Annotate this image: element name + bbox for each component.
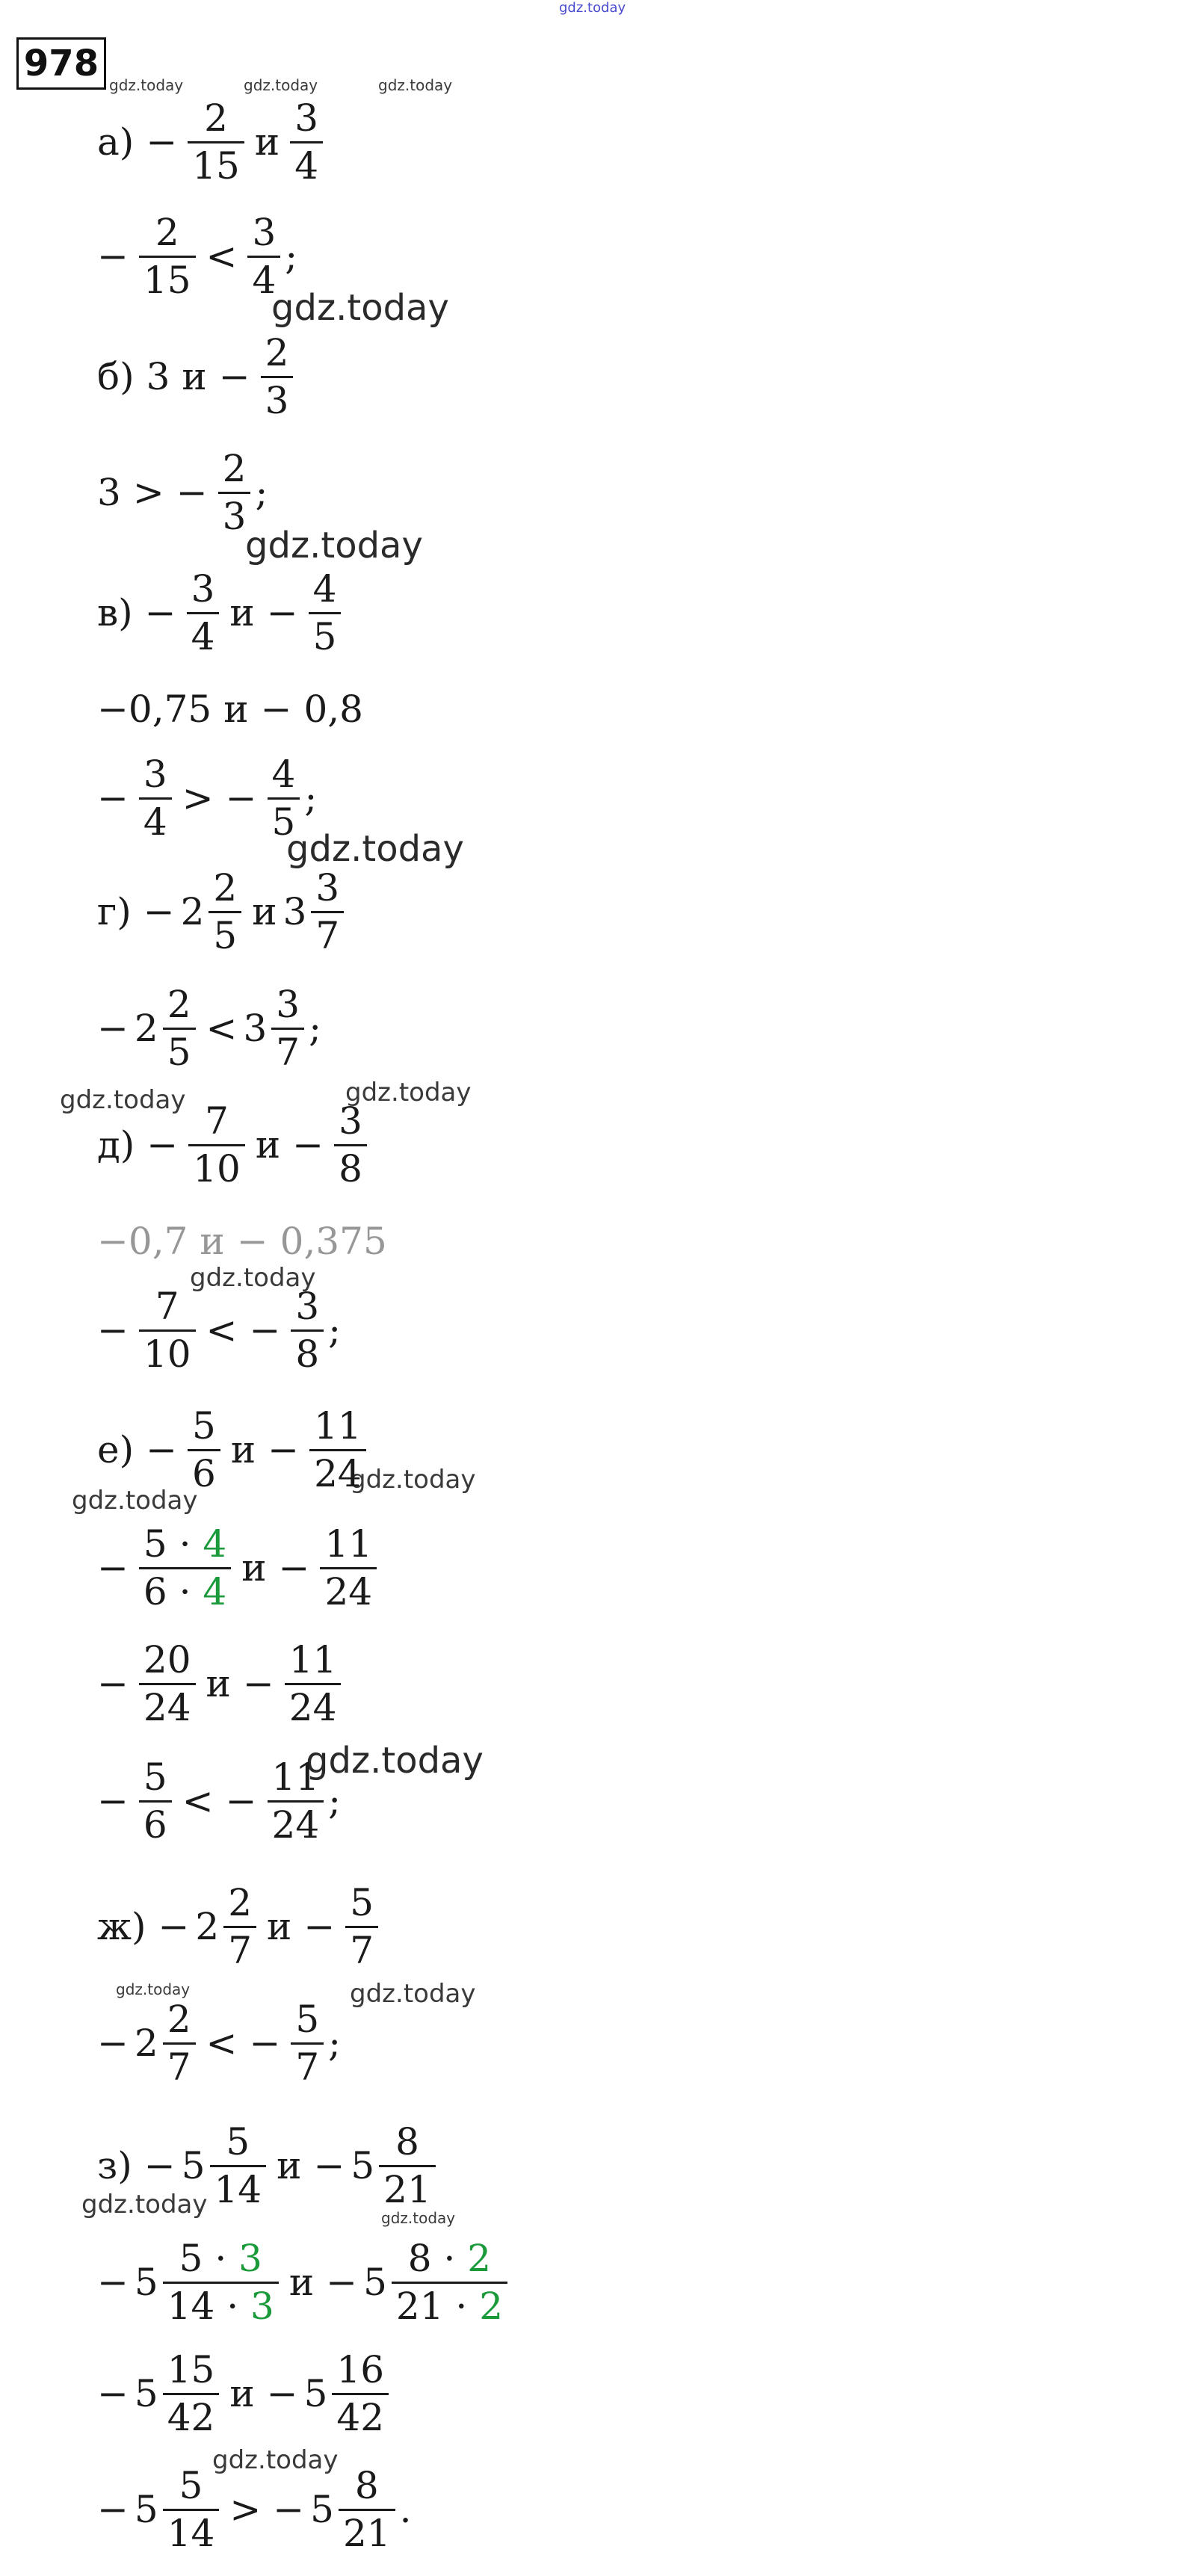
fraction: $\frac{5}{7}$ (291, 2000, 324, 2087)
part-e-answer (91, 1755, 342, 1847)
watermark: gdz.today (244, 76, 318, 94)
multiplier: 4 (203, 1569, 227, 1613)
fraction: $\frac{3}{4}$ (247, 213, 280, 300)
conjunction: и (229, 2372, 255, 2415)
fraction: $\frac{5}{6}$ (139, 1758, 172, 1844)
fraction: $\frac{2}{15}$ (139, 213, 196, 300)
whole-part: 2 (195, 1905, 220, 1948)
whole-part: 5 (134, 2372, 158, 2415)
minus-sign: − (292, 1123, 324, 1167)
fraction: $\frac{11}{24}$ (285, 1640, 342, 1727)
part-v-decimals (91, 688, 369, 731)
part-b-answer (91, 449, 268, 536)
minus-sign: − (146, 120, 178, 164)
less-than: < (206, 1007, 238, 1050)
watermark: gdz.today (381, 2209, 456, 2227)
minus-sign: − (97, 2372, 129, 2415)
whole-part: 3 (243, 1007, 268, 1050)
watermark: gdz.today (350, 1979, 476, 2009)
whole-part: 5 (181, 2144, 206, 2187)
period: . (399, 2488, 412, 2531)
minus-sign: − (158, 1905, 190, 1948)
minus-sign: − (146, 1123, 179, 1167)
fraction: $\frac{3}{4}$ (139, 755, 172, 841)
part-e-statement (91, 1406, 371, 1493)
part-b-statement (91, 333, 297, 420)
whole-part: 5 (303, 2372, 328, 2415)
whole-part: 2 (134, 1007, 158, 1050)
semicolon: ; (304, 776, 318, 820)
decimal-value: 0,375 (280, 1220, 387, 1263)
watermark: gdz.today (212, 2445, 339, 2475)
whole-number: 3 (97, 471, 121, 514)
minus-sign: − (97, 235, 129, 278)
whole-part: 2 (180, 890, 205, 933)
part-label: е) (97, 1428, 135, 1471)
conjunction: и (267, 1905, 292, 1948)
multiplier: 2 (467, 2237, 492, 2280)
fraction: $\frac{5 \cdot 4}{6 \cdot 4}$ (139, 1525, 231, 1611)
minus-sign: − (97, 1662, 129, 1705)
fraction: $\frac{3}{7}$ (271, 985, 304, 1072)
minus-sign: − (326, 2261, 358, 2304)
fraction: $\frac{2}{5}$ (163, 985, 196, 1072)
part-label: в) (97, 591, 133, 634)
whole-part: 5 (310, 2488, 334, 2531)
semicolon: ; (309, 1007, 321, 1050)
whole-part: 5 (134, 2261, 158, 2304)
watermark: gdz.today (559, 0, 626, 16)
part-v-statement (91, 569, 345, 656)
minus-sign: − (146, 1428, 178, 1471)
watermark: gdz.today (271, 287, 449, 329)
semicolon: ; (285, 235, 298, 278)
less-than: < (206, 1309, 238, 1352)
minus-sign: − (97, 2021, 129, 2065)
part-z-statement (91, 2122, 440, 2209)
multiplier: 4 (203, 1522, 227, 1566)
fraction: $\frac{4}{5}$ (309, 569, 342, 656)
minus-sign: − (97, 776, 129, 820)
fraction: $\frac{4}{5}$ (268, 755, 300, 841)
semicolon: ; (328, 1779, 342, 1823)
part-z-common-denominator (91, 2350, 393, 2437)
part-label: б) (97, 355, 135, 398)
minus-sign: − (273, 2488, 305, 2531)
part-label: д) (97, 1123, 135, 1167)
conjunction: и (277, 2144, 302, 2187)
whole-number: 3 (146, 355, 170, 398)
fraction: $\frac{5}{14}$ (163, 2466, 220, 2553)
whole-part: 5 (363, 2261, 387, 2304)
decimal-value: −0,7 (97, 1220, 188, 1263)
minus-sign: − (97, 1546, 129, 1590)
minus-sign: − (97, 1007, 129, 1050)
part-a-statement (91, 96, 327, 188)
semicolon: ; (255, 471, 268, 514)
multiplier: 3 (250, 2284, 274, 2328)
fraction: $\frac{11}{24}$ (320, 1525, 377, 1611)
watermark: gdz.today (72, 1486, 198, 1516)
decimal-value: 0,8 (303, 688, 363, 731)
fraction: $\frac{11}{24}$ (309, 1406, 366, 1493)
fraction: $\frac{5}{6}$ (188, 1406, 220, 1493)
fraction: $\frac{15}{42}$ (163, 2350, 220, 2437)
semicolon: ; (328, 2021, 342, 2065)
minus-sign: − (278, 1546, 310, 1590)
fraction: $\frac{5}{7}$ (345, 1883, 378, 1970)
part-d-decimals (91, 1220, 393, 1263)
greater-than: > (132, 471, 164, 514)
whole-part: 5 (351, 2144, 375, 2187)
fraction: $\frac{3}{4}$ (290, 99, 323, 185)
fraction: $\frac{8}{21}$ (339, 2466, 395, 2553)
fraction: $\frac{5}{14}$ (210, 2122, 267, 2209)
part-d-statement (91, 1099, 371, 1190)
fraction: $\frac{7}{10}$ (139, 1287, 196, 1374)
watermark: gdz.today (116, 1980, 191, 1998)
conjunction: и (230, 1428, 256, 1471)
less-than: < (206, 2021, 238, 2065)
part-d-answer (91, 1287, 341, 1374)
part-a-answer (91, 213, 297, 300)
whole-part: 3 (282, 890, 307, 933)
conjunction: и (241, 1546, 267, 1590)
minus-sign: − (249, 1309, 281, 1352)
minus-sign: − (225, 1779, 257, 1823)
fraction: $\frac{2}{7}$ (223, 1883, 256, 1970)
decimal-value: −0,75 (97, 688, 212, 731)
minus-sign: − (176, 471, 208, 514)
task-number: 978 (16, 37, 106, 90)
fraction: $\frac{3}{8}$ (291, 1287, 324, 1374)
conjunction: и (229, 591, 255, 634)
fraction: $\frac{16}{42}$ (332, 2350, 389, 2437)
watermark: gdz.today (109, 76, 184, 94)
minus-sign: − (236, 1220, 268, 1263)
fraction: $\frac{2}{7}$ (163, 2000, 196, 2087)
fraction: $\frac{2}{5}$ (209, 868, 241, 955)
part-z-expanded (91, 2239, 512, 2326)
minus-sign: − (225, 776, 257, 820)
conjunction: и (254, 120, 280, 164)
part-e-common-denominator (91, 1640, 345, 1727)
watermark: gdz.today (378, 76, 453, 94)
whole-part: 5 (134, 2488, 158, 2531)
conjunction: и (200, 1220, 225, 1263)
fraction: $\frac{3}{8}$ (334, 1102, 367, 1188)
minus-sign: − (97, 2261, 129, 2304)
part-g-statement (91, 868, 348, 955)
fraction: $\frac{5 \cdot 3}{14 \cdot 3}$ (163, 2239, 279, 2326)
minus-sign: − (143, 2144, 176, 2187)
watermark: gdz.today (60, 1085, 186, 1115)
part-label: г) (97, 890, 132, 933)
minus-sign: − (97, 1309, 129, 1352)
watermark: gdz.today (350, 1465, 476, 1495)
less-than: < (206, 235, 238, 278)
minus-sign: − (242, 1662, 274, 1705)
minus-sign: − (313, 2144, 345, 2187)
minus-sign: − (260, 688, 292, 731)
conjunction: и (182, 355, 207, 398)
fraction: $\frac{11}{24}$ (268, 1758, 324, 1844)
multiplier: 2 (479, 2284, 504, 2328)
less-than: < (182, 1779, 214, 1823)
part-label: а) (97, 120, 135, 164)
fraction: $\frac{2}{3}$ (261, 333, 294, 420)
conjunction: и (252, 890, 277, 933)
fraction: $\frac{3}{7}$ (311, 868, 344, 955)
part-v-answer (91, 753, 318, 844)
minus-sign: − (266, 2372, 298, 2415)
part-e-expanded (91, 1522, 381, 1613)
watermark: gdz.today (245, 525, 423, 566)
part-g-answer (91, 985, 321, 1072)
watermark: gdz.today (286, 828, 464, 870)
part-zh-answer (91, 2000, 341, 2087)
minus-sign: − (218, 355, 250, 398)
minus-sign: − (144, 591, 176, 634)
part-zh-statement (91, 1883, 383, 1970)
fraction: $\frac{20}{24}$ (139, 1640, 196, 1727)
watermark: gdz.today (81, 2190, 208, 2220)
minus-sign: − (268, 1428, 300, 1471)
minus-sign: − (97, 1779, 129, 1823)
minus-sign: − (97, 2488, 129, 2531)
watermark: gdz.today (306, 1740, 484, 1782)
conjunction: и (288, 2261, 315, 2304)
part-label: з) (97, 2144, 132, 2187)
minus-sign: − (249, 2021, 281, 2065)
watermark: gdz.today (190, 1263, 316, 1293)
greater-than: > (182, 776, 214, 820)
whole-part: 2 (134, 2021, 158, 2065)
minus-sign: − (266, 591, 298, 634)
watermark: gdz.today (345, 1078, 472, 1108)
minus-sign: − (303, 1905, 336, 1948)
fraction: $\frac{8 \cdot 2}{21 \cdot 2}$ (392, 2239, 507, 2326)
fraction: $\frac{7}{10}$ (188, 1102, 245, 1188)
fraction: $\frac{2}{3}$ (218, 449, 251, 536)
fraction: $\frac{2}{15}$ (188, 99, 244, 185)
fraction: $\frac{8}{21}$ (379, 2122, 436, 2209)
greater-than: > (229, 2488, 262, 2531)
fraction: $\frac{3}{4}$ (187, 569, 220, 656)
conjunction: и (206, 1662, 231, 1705)
conjunction: и (223, 688, 249, 731)
part-z-answer (91, 2466, 412, 2553)
multiplier: 3 (238, 2237, 262, 2280)
semicolon: ; (328, 1309, 342, 1352)
minus-sign: − (143, 890, 175, 933)
part-label: ж) (97, 1905, 146, 1948)
conjunction: и (255, 1123, 281, 1167)
